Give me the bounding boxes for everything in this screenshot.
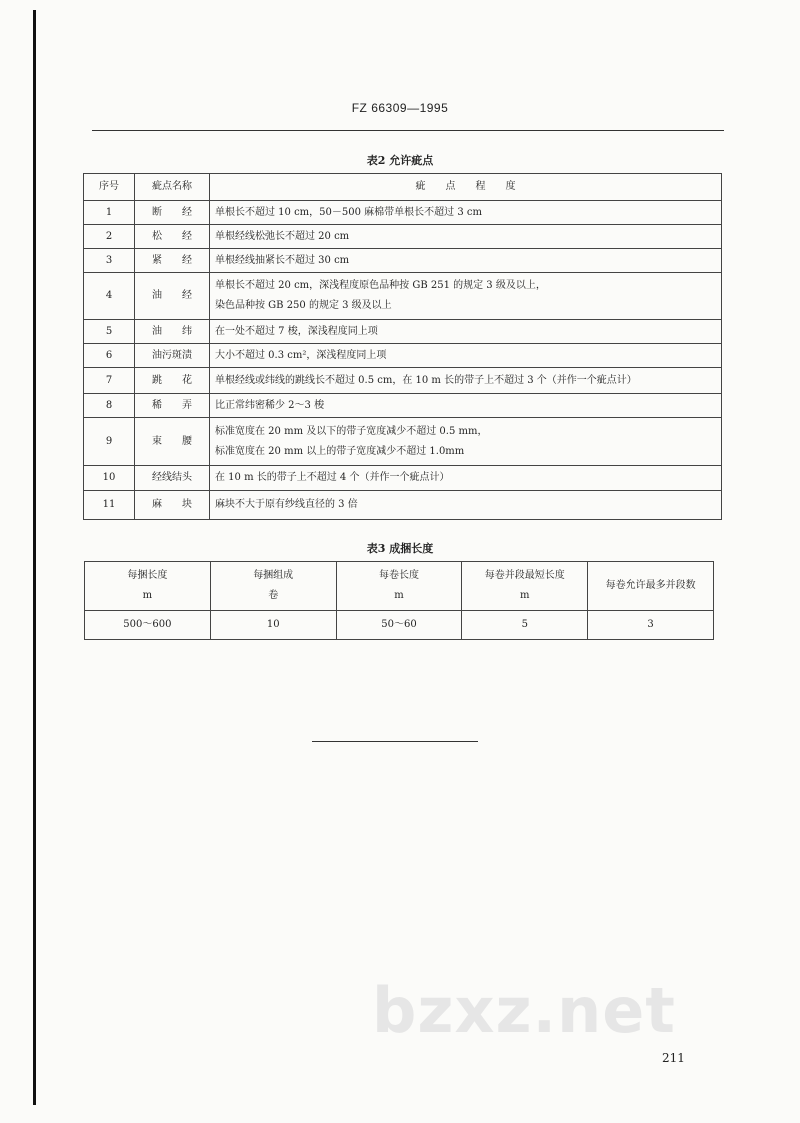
defect-degree: 单根长不超过 10 cm，50－500 麻棉带单根长不超过 3 cm <box>210 201 722 225</box>
table3-caption: 表3 成捆长度 <box>366 542 434 555</box>
table-bundle-length <box>84 561 714 640</box>
defect-degree: 在 10 m 长的带子上不超过 4 个（并作一个疵点计） <box>210 466 722 491</box>
defect-degree: 在一处不超过 7 梭，深浅程度同上项 <box>210 320 722 344</box>
tables-section <box>0 154 800 640</box>
table-row <box>84 344 722 368</box>
column-header: 每卷允许最多并段数 <box>588 562 714 611</box>
defect-name: 经线结头 <box>135 466 210 491</box>
defect-name: 稀 弄 <box>135 394 210 418</box>
header-rule <box>92 130 724 131</box>
defect-name: 油污斑渍 <box>135 344 210 368</box>
watermark: bzxz.net <box>372 974 676 1047</box>
table-allowed-defects <box>83 173 722 520</box>
row-number: 2 <box>84 225 135 249</box>
table-cell: 500～600 <box>85 611 211 640</box>
column-header: 每卷长度 m <box>336 562 462 611</box>
table-row <box>85 611 714 640</box>
table-row <box>84 249 722 273</box>
table-row <box>84 418 722 466</box>
column-header: 每捆组成 卷 <box>210 562 336 611</box>
table-row <box>84 201 722 225</box>
row-number: 7 <box>84 368 135 394</box>
column-header: 每捆长度 m <box>85 562 211 611</box>
table2-caption: 表2 允许疵点 <box>366 154 434 167</box>
row-number: 5 <box>84 320 135 344</box>
table-row <box>84 491 722 520</box>
row-number: 8 <box>84 394 135 418</box>
defect-degree: 大小不超过 0.3 cm²，深浅程度同上项 <box>210 344 722 368</box>
row-number: 11 <box>84 491 135 520</box>
defect-name: 束 腰 <box>135 418 210 466</box>
defect-name: 紧 经 <box>135 249 210 273</box>
table-row <box>84 320 722 344</box>
column-header: 疵点名称 <box>135 174 210 201</box>
row-number: 6 <box>84 344 135 368</box>
defect-degree: 比正常纬密稀少 2～3 梭 <box>210 394 722 418</box>
row-number: 1 <box>84 201 135 225</box>
table-row <box>84 368 722 394</box>
defect-degree: 单根长不超过 20 cm，深浅程度原色品种按 GB 251 的规定 3 级及以上， 染色品种按 GB 250 的规定 3 级及以上 <box>210 273 722 320</box>
defect-degree: 标准宽度在 20 mm 及以下的带子宽度减少不超过 0.5 mm， 标准宽度在 20 mm 以上的带子宽度减少不超过 1.0mm <box>210 418 722 466</box>
row-number: 9 <box>84 418 135 466</box>
defect-name: 油 纬 <box>135 320 210 344</box>
table-row <box>84 273 722 320</box>
table-cell: 50～60 <box>336 611 462 640</box>
end-rule <box>312 741 478 742</box>
row-number: 3 <box>84 249 135 273</box>
column-header: 疵 点 程 度 <box>210 174 722 201</box>
table-row <box>84 466 722 491</box>
defect-name: 松 经 <box>135 225 210 249</box>
defect-name: 跳 花 <box>135 368 210 394</box>
defect-name: 断 经 <box>135 201 210 225</box>
defect-degree: 单根经线或纬线的跳线长不超过 0.5 cm，在 10 m 长的带子上不超过 3 个（并作一个疵点计） <box>210 368 722 394</box>
table-row <box>84 394 722 418</box>
defect-degree: 麻块不大于原有纱线直径的 3 倍 <box>210 491 722 520</box>
table-row <box>84 225 722 249</box>
row-number: 10 <box>84 466 135 491</box>
table-cell: 5 <box>462 611 588 640</box>
standard-number: FZ 66309—1995 <box>351 101 449 115</box>
table-cell: 10 <box>210 611 336 640</box>
row-number: 4 <box>84 273 135 320</box>
defect-name: 麻 块 <box>135 491 210 520</box>
page-number: 211 <box>662 1051 685 1065</box>
table-header-row <box>84 174 722 201</box>
column-header: 每卷并段最短长度 m <box>462 562 588 611</box>
table-header-row <box>85 562 714 611</box>
column-header: 序号 <box>84 174 135 201</box>
table-cell: 3 <box>588 611 714 640</box>
defect-name: 油 经 <box>135 273 210 320</box>
defect-degree: 单根经线松弛长不超过 20 cm <box>210 225 722 249</box>
defect-degree: 单根经线抽紧长不超过 30 cm <box>210 249 722 273</box>
